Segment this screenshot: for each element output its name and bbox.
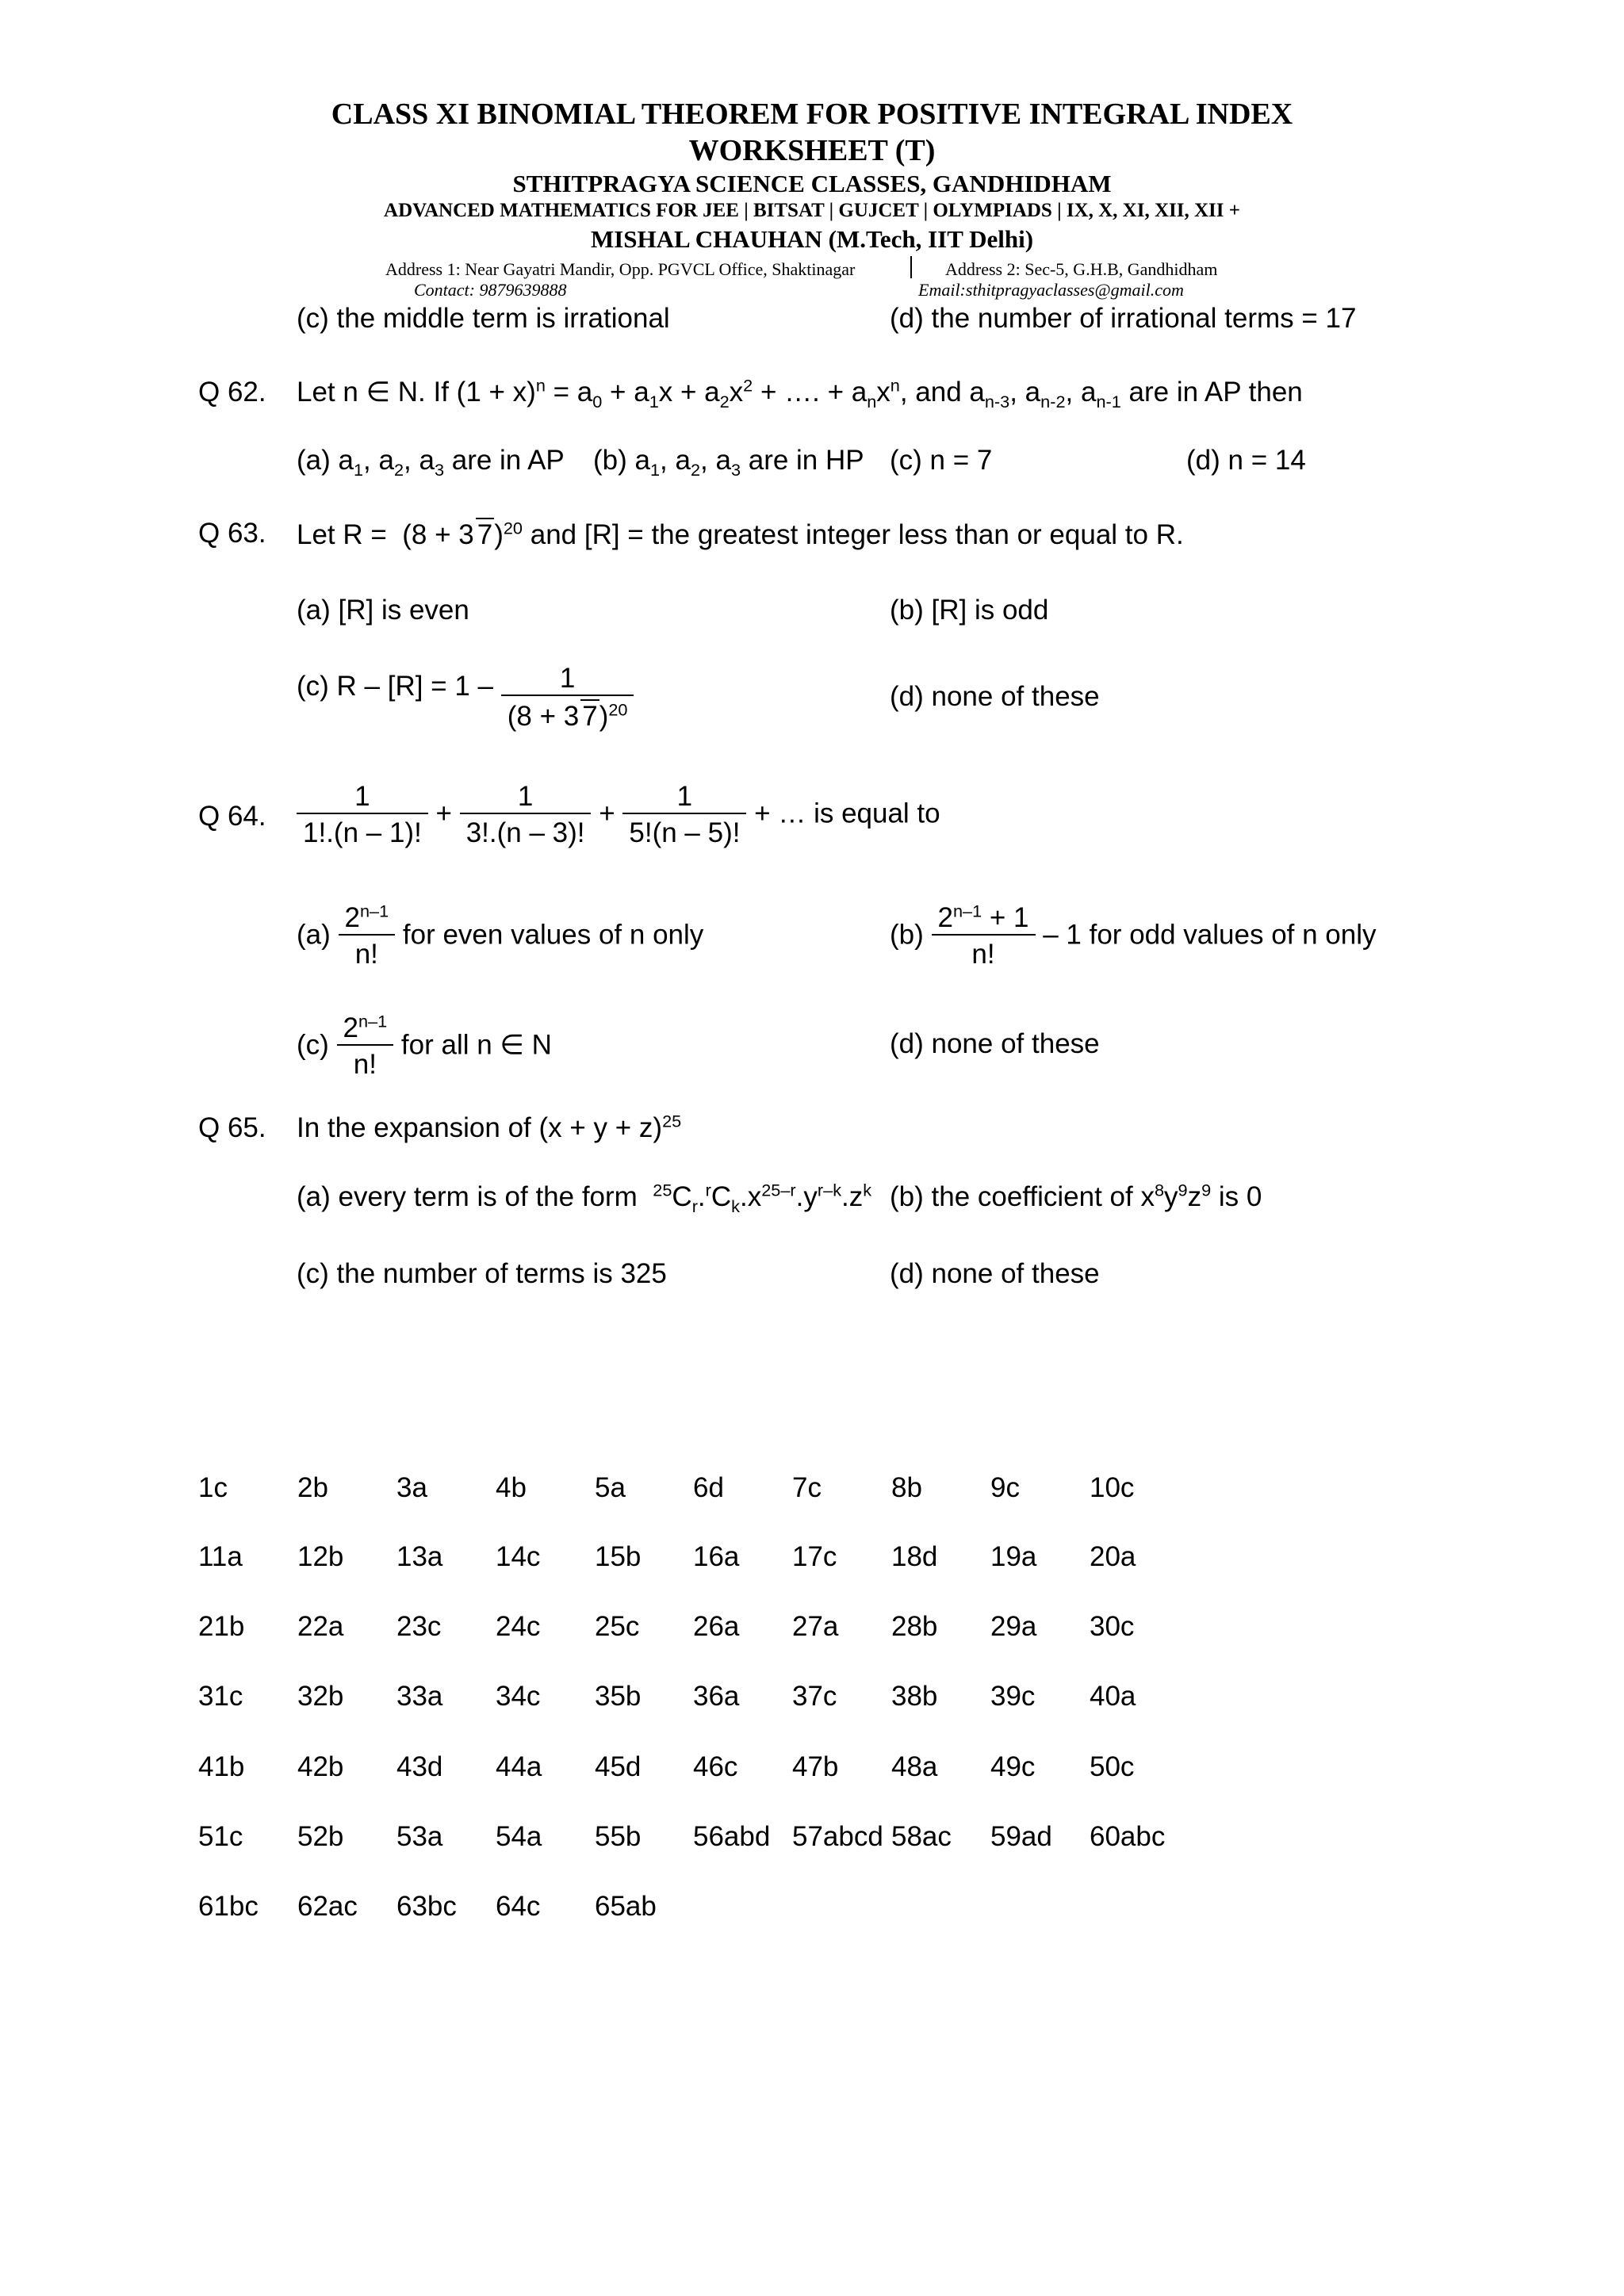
answer-cell: 22a	[297, 1611, 344, 1642]
address-1: Address 1: Near Gayatri Mandir, Opp. PGVCL Office, Shaktinagar	[385, 259, 856, 279]
answer-cell: 10c	[1090, 1472, 1135, 1503]
q64-option-b: (b) $\frac{2^{n-1} + 1}{n!}$ – 1 for odd values of n only	[890, 901, 1377, 970]
answer-cell: 43d	[396, 1751, 443, 1782]
answer-cell: 3a	[396, 1472, 427, 1503]
answer-cell: 15b	[595, 1541, 642, 1572]
answer-cell: 34c	[496, 1681, 541, 1712]
q64-option-c: (c) $\frac{2^{n-1}}{n!}$ for all n ∈ N	[297, 1011, 552, 1080]
answer-cell: 14c	[496, 1541, 541, 1572]
answer-cell: 41b	[198, 1751, 245, 1782]
answer-cell: 48a	[891, 1751, 938, 1782]
answer-cell: 16a	[693, 1541, 740, 1572]
q65-option-c: (c) the number of terms is 325	[297, 1258, 667, 1289]
answer-cell: 46c	[693, 1751, 738, 1782]
q63-number: Q 63.	[198, 518, 266, 549]
answer-cell: 12b	[297, 1541, 344, 1572]
answer-cell: 17c	[792, 1541, 837, 1572]
teacher-name: MISHAL CHAUHAN (M.Tech, IIT Delhi)	[590, 225, 1034, 253]
answer-cell: 33a	[396, 1681, 443, 1712]
answer-cell: 42b	[297, 1751, 344, 1782]
answer-cell: 62ac	[297, 1891, 358, 1922]
answer-cell: 25c	[595, 1611, 640, 1642]
answer-cell: 4b	[496, 1472, 527, 1503]
q64-option-a: (a) $\frac{2^{n-1}}{n!}$ for even values of n only	[297, 901, 704, 970]
answer-cell: 5a	[595, 1472, 626, 1503]
q65-option-b: (b) the coefficient of $x^8y^9z^9$ is 0	[890, 1180, 1262, 1212]
address-2: Address 2: Sec-5, G.H.B, Gandhidham	[945, 259, 1218, 279]
answer-cell: 2b	[297, 1472, 328, 1503]
answer-cell: 1c	[198, 1472, 228, 1503]
answer-cell: 28b	[891, 1611, 938, 1642]
answer-cell: 11a	[198, 1541, 243, 1572]
answer-cell: 30c	[1090, 1611, 1135, 1642]
q65-stem: In the expansion of $(x + y + z)^{25}$	[297, 1111, 682, 1143]
answer-cell: 13a	[396, 1541, 443, 1572]
answer-cell: 27a	[792, 1611, 839, 1642]
answer-cell: 45d	[595, 1751, 642, 1782]
answer-cell: 24c	[496, 1611, 541, 1642]
answer-cell: 56abd	[693, 1821, 771, 1852]
q65-number: Q 65.	[198, 1112, 266, 1143]
answer-cell: 18d	[891, 1541, 938, 1572]
answer-cell: 23c	[396, 1611, 442, 1642]
q63-option-c: (c) R – [R] = 1 – $\frac{1}{(8 + 3 7)^{20}}$	[297, 663, 634, 733]
answer-cell: 32b	[297, 1681, 344, 1712]
q65-option-a: (a) every term is of the form $^{25}C_r.^rC_k.x^{25-r}.y^{r-k}.z^k$	[297, 1180, 872, 1216]
q62-stem: Let n ∈ N. If $(1 + x)^n = a_0 + a_1x + a_2x^2$ + …. + $a_nx^n$, and $a_{n-3}$, $a_{n-2}$, $a_{n-1}$ are in AP then	[297, 375, 1303, 411]
contact: Contact: 9879639888	[414, 280, 567, 300]
answer-cell: 58ac	[891, 1821, 952, 1852]
answer-cell: 6d	[693, 1472, 724, 1503]
answer-cell: 59ad	[990, 1821, 1052, 1852]
answer-cell: 31c	[198, 1681, 243, 1712]
institute-tagline: ADVANCED MATHEMATICS FOR JEE | BITSAT | GUJCET | OLYMPIADS | IX, X, XI, XII, XII +	[384, 200, 1240, 221]
q64-number: Q 64.	[198, 801, 266, 832]
address-divider	[910, 256, 912, 278]
answer-cell: 50c	[1090, 1751, 1135, 1782]
q63-option-a: (a) [R] is even	[297, 595, 469, 626]
q63-stem: Let R = (8 + 3 7)$^{20}$ and [R] = the greatest integer less than or equal to R.	[297, 518, 1184, 550]
answer-cell: 44a	[496, 1751, 542, 1782]
answer-cell: 53a	[396, 1821, 443, 1852]
answer-cell: 39c	[990, 1681, 1036, 1712]
q63-option-d: (d) none of these	[890, 681, 1100, 712]
answer-cell: 20a	[1090, 1541, 1136, 1572]
answer-cell: 35b	[595, 1681, 642, 1712]
answer-cell: 52b	[297, 1821, 344, 1852]
answer-cell: 21b	[198, 1611, 245, 1642]
answer-cell: 54a	[496, 1821, 542, 1852]
answer-cell: 8b	[891, 1472, 922, 1503]
worksheet-title: CLASS XI BINOMIAL THEOREM FOR POSITIVE INTEGRAL INDEX	[331, 98, 1293, 131]
q65-option-d: (d) none of these	[890, 1258, 1100, 1289]
q62-option-c: (c) n = 7	[890, 445, 993, 476]
answer-cell: 26a	[693, 1611, 740, 1642]
answer-cell: 38b	[891, 1681, 938, 1712]
answer-cell: 9c	[990, 1472, 1020, 1503]
answer-cell: 61bc	[198, 1891, 259, 1922]
answer-cell: 57abcd	[792, 1821, 883, 1852]
answer-cell: 37c	[792, 1681, 837, 1712]
q61-option-c: (c) the middle term is irrational	[297, 303, 670, 334]
answer-cell: 19a	[990, 1541, 1037, 1572]
q64-option-d: (d) none of these	[890, 1028, 1100, 1059]
q62-option-a: (a) $a_1$, $a_2$, $a_3$ are in AP	[297, 445, 565, 480]
answer-cell: 49c	[990, 1751, 1036, 1782]
q62-option-b: (b) $a_1$, $a_2$, $a_3$ are in HP	[593, 445, 864, 480]
answer-cell: 63bc	[396, 1891, 457, 1922]
institute-name: STHITPRAGYA SCIENCE CLASSES, GANDHIDHAM	[512, 170, 1112, 197]
answer-cell: 7c	[792, 1472, 822, 1503]
q64-stem: $\frac{1}{1!.(n - 1)!}$ + $\frac{1}{3!.(n - 3)!}$ + $\frac{1}{5!(n - 5)!}$ + … is equal to	[297, 781, 940, 849]
q62-option-d: (d) n = 14	[1186, 445, 1306, 476]
email: Email:sthitpragyaclasses@gmail.com	[918, 280, 1184, 300]
answer-cell: 51c	[198, 1821, 243, 1852]
q62-number: Q 62.	[198, 377, 266, 408]
q61-option-d: (d) the number of irrational terms = 17	[890, 303, 1357, 334]
answer-cell: 64c	[496, 1891, 541, 1922]
answer-cell: 55b	[595, 1821, 642, 1852]
worksheet-subtitle: WORKSHEET (T)	[688, 134, 936, 167]
answer-cell: 29a	[990, 1611, 1037, 1642]
answer-cell: 47b	[792, 1751, 839, 1782]
q63-option-b: (b) [R] is odd	[890, 595, 1049, 626]
answer-cell: 36a	[693, 1681, 740, 1712]
answer-cell: 65ab	[595, 1891, 657, 1922]
answer-cell: 40a	[1090, 1681, 1136, 1712]
answer-cell: 60abc	[1090, 1821, 1166, 1852]
